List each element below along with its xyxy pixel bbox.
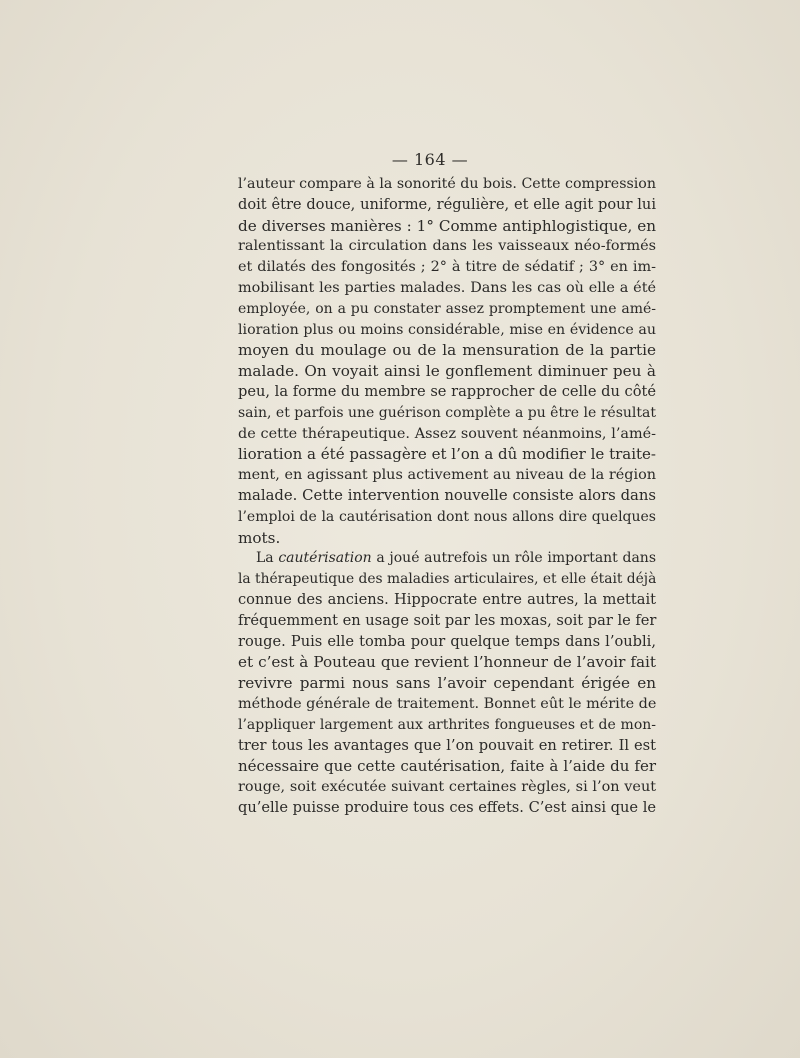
text-line: et c’est à Pouteau que revient l’honneur de l’avoir fait — [238, 653, 656, 672]
text-line: rouge, soit exécutée suivant certaines règles, si l’on veut — [238, 779, 656, 796]
text-line: employée, on a pu constater assez promptement une amé- — [238, 300, 656, 317]
text-segment: La — [256, 550, 279, 567]
text-line: et dilatés des fongosités ; 2° à titre de sédatif ; 3° en im- — [238, 259, 656, 276]
page-number: — 164 — — [391, 150, 469, 169]
text-line: ment, en agissant plus activement au niveau de la région — [238, 467, 656, 484]
text-line: l’auteur compare à la sonorité du bois. Cette compression — [238, 176, 656, 192]
text-line: malade. On voyait ainsi le gonflement diminuer peu à — [238, 362, 656, 381]
text-line: peu, la forme du membre se rapprocher de celle du côté — [238, 382, 656, 400]
text-line: malade. Cette intervention nouvelle consiste alors dans — [238, 486, 656, 504]
text-line: fréquemment en usage soit par les moxas, soit par le fer — [238, 611, 657, 629]
text-line: revivre parmi nous sans l’avoir cependant érigée en — [238, 674, 656, 693]
text-line: lioration plus ou moins considérable, mise en évidence au — [238, 321, 656, 338]
text-line: nécessaire que cette cautérisation, faite à l’aide du fer — [238, 757, 656, 776]
text-line: qu’elle puisse produire tous ces effets. C’est ainsi que le — [238, 798, 656, 816]
text-line: moyen du moulage ou de la mensuration de la partie — [238, 341, 656, 360]
text-line: ralentissant la circulation dans les vaisseaux néo-formés — [238, 238, 656, 255]
text-line: sain, et parfois une guérison complète a pu être le résultat — [238, 404, 656, 421]
text-line: connue des anciens. Hippocrate entre autres, la mettait — [238, 590, 656, 608]
text-line: rouge. Puis elle tomba pour quelque temps dans l’oubli, — [238, 632, 656, 650]
text-line: trer tous les avantages que l’on pouvait en retirer. Il est — [238, 736, 656, 754]
text-segment: a joué autrefois un rôle important dans — [371, 550, 657, 567]
text-line: de cette thérapeutique. Assez souvent néanmoins, l’amé- — [238, 425, 656, 442]
text-line — [238, 548, 656, 569]
text-line: l’appliquer largement aux arthrites fongueuses et de mon- — [238, 716, 656, 733]
text-line: méthode générale de traitement. Bonnet eût le mérite de — [238, 695, 657, 712]
body-text — [238, 174, 656, 819]
italic-term: cautérisation — [278, 550, 372, 567]
text-line: lioration a été passagère et l’on a dû modifier le traite- — [238, 445, 656, 464]
text-line: mobilisant les parties malades. Dans les cas où elle a été — [238, 279, 656, 296]
text-line: la thérapeutique des maladies articulaires, et elle était déjà — [238, 571, 657, 588]
text-line: l’emploi de la cautérisation dont nous allons dire quelques — [238, 508, 656, 525]
text-line: mots. — [238, 528, 281, 547]
text-line: de diverses manières : 1° Comme antiphlogistique, en — [238, 216, 656, 235]
text-line: doit être douce, uniforme, régulière, et elle agit pour lui — [238, 195, 656, 213]
